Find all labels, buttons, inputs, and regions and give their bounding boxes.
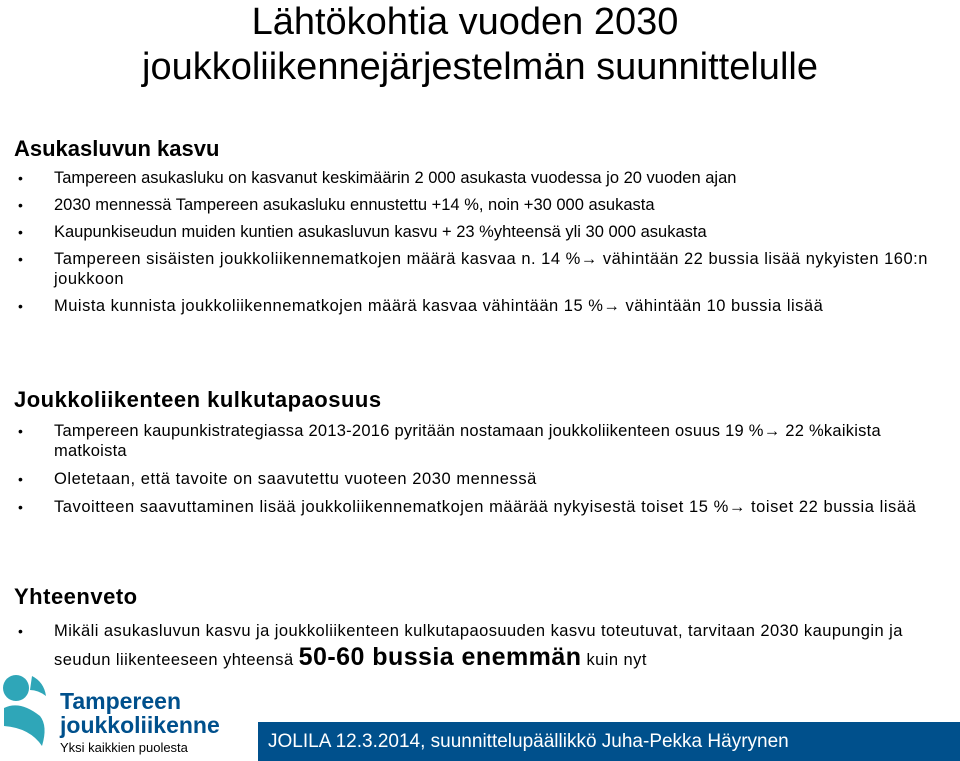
- logo-mark-icon: [3, 675, 46, 746]
- section-heading: Joukkoliikenteen kulkutapaosuus: [14, 387, 382, 412]
- list-item-text: Muista kunnista joukkoliikennematkojen määrä kasvaa vähintään 15 %: [54, 297, 604, 315]
- list-item: [14, 296, 949, 316]
- arrow-right-icon: →: [580, 250, 598, 268]
- emphasis-text: 50-60 bussia enemmän: [298, 643, 582, 671]
- list-item-text: Tampereen kaupunkistrategiassa 2013-2016 pyritään nostamaan joukkoliikenteen osuus 19 %: [54, 422, 764, 440]
- list-item-text: 2030 mennessä Tampereen asukasluku ennustettu +14 %, noin +30 000 asukasta: [54, 196, 655, 214]
- list-item-text: Kaupunkiseudun muiden kuntien asukasluvun kasvu + 23 %yhteensä yli 30 000 asukasta: [54, 223, 707, 241]
- page-title: [0, 0, 960, 90]
- list-item-text: 22 %kaikista matkoista: [54, 422, 881, 460]
- list-item: [14, 469, 949, 489]
- list-item-text: Oletetaan, että tavoite on saavutettu vuoteen 2030 mennessä: [54, 470, 537, 488]
- section-summary: [14, 584, 949, 673]
- section-heading: Yhteenveto: [14, 584, 138, 609]
- logo-name-line-1: Tampereen: [60, 688, 182, 714]
- bullet-list: [14, 421, 949, 517]
- list-item-text: kuin nyt: [581, 651, 647, 669]
- list-item: [14, 249, 949, 289]
- arrow-right-icon: →: [603, 297, 621, 315]
- footer-text: JOLILA 12.3.2014, suunnittelupäällikkö Juha-Pekka Häyrynen: [268, 731, 789, 752]
- footer-bar: [258, 722, 960, 761]
- arrow-right-icon: →: [728, 498, 746, 516]
- list-item: [14, 618, 949, 673]
- section-modal-share: [14, 387, 949, 517]
- arrow-right-icon: →: [763, 422, 781, 440]
- list-item-text: Tampereen asukasluku on kasvanut keskimäärin 2 000 asukasta vuodessa jo 20 vuoden ajan: [54, 169, 737, 187]
- bullet-list: [14, 618, 949, 673]
- list-item: [14, 421, 949, 461]
- list-item: [14, 195, 949, 215]
- list-item-text: vähintään 22 bussia lisää nykyisten 160:n joukkoon: [54, 250, 928, 288]
- title-line-2: joukkoliikennejärjestelmän suunnittelulle: [142, 46, 818, 88]
- list-item-text: toiset 22 bussia lisää: [745, 498, 917, 516]
- section-heading: Asukasluvun kasvu: [14, 136, 220, 161]
- list-item-text: vähintään 10 bussia lisää: [620, 297, 824, 315]
- section-population-growth: [14, 136, 949, 316]
- bullet-list: [14, 168, 949, 316]
- title-line-1: Lähtökohtia vuoden 2030: [251, 1, 679, 43]
- list-item-text: Tampereen sisäisten joukkoliikennematkojen määrä kasvaa n. 14 %: [54, 250, 581, 268]
- list-item: [14, 497, 949, 517]
- list-item-text: Tavoitteen saavuttaminen lisää joukkoliikennematkojen määrää nykyisestä toiset 15 %: [54, 498, 729, 516]
- logo-name-line-2: joukkoliikenne: [60, 712, 220, 738]
- list-item: [14, 168, 949, 188]
- logo-tagline: Yksi kaikkien puolesta: [60, 740, 188, 755]
- list-item: [14, 222, 949, 242]
- list-item-text: Mikäli asukasluvun kasvu ja joukkoliikenteen kulkutapaosuuden kasvu toteutuvat, tarvitaan 2030 kaupungin ja seudun liikenteeseen yhteensä: [54, 622, 903, 669]
